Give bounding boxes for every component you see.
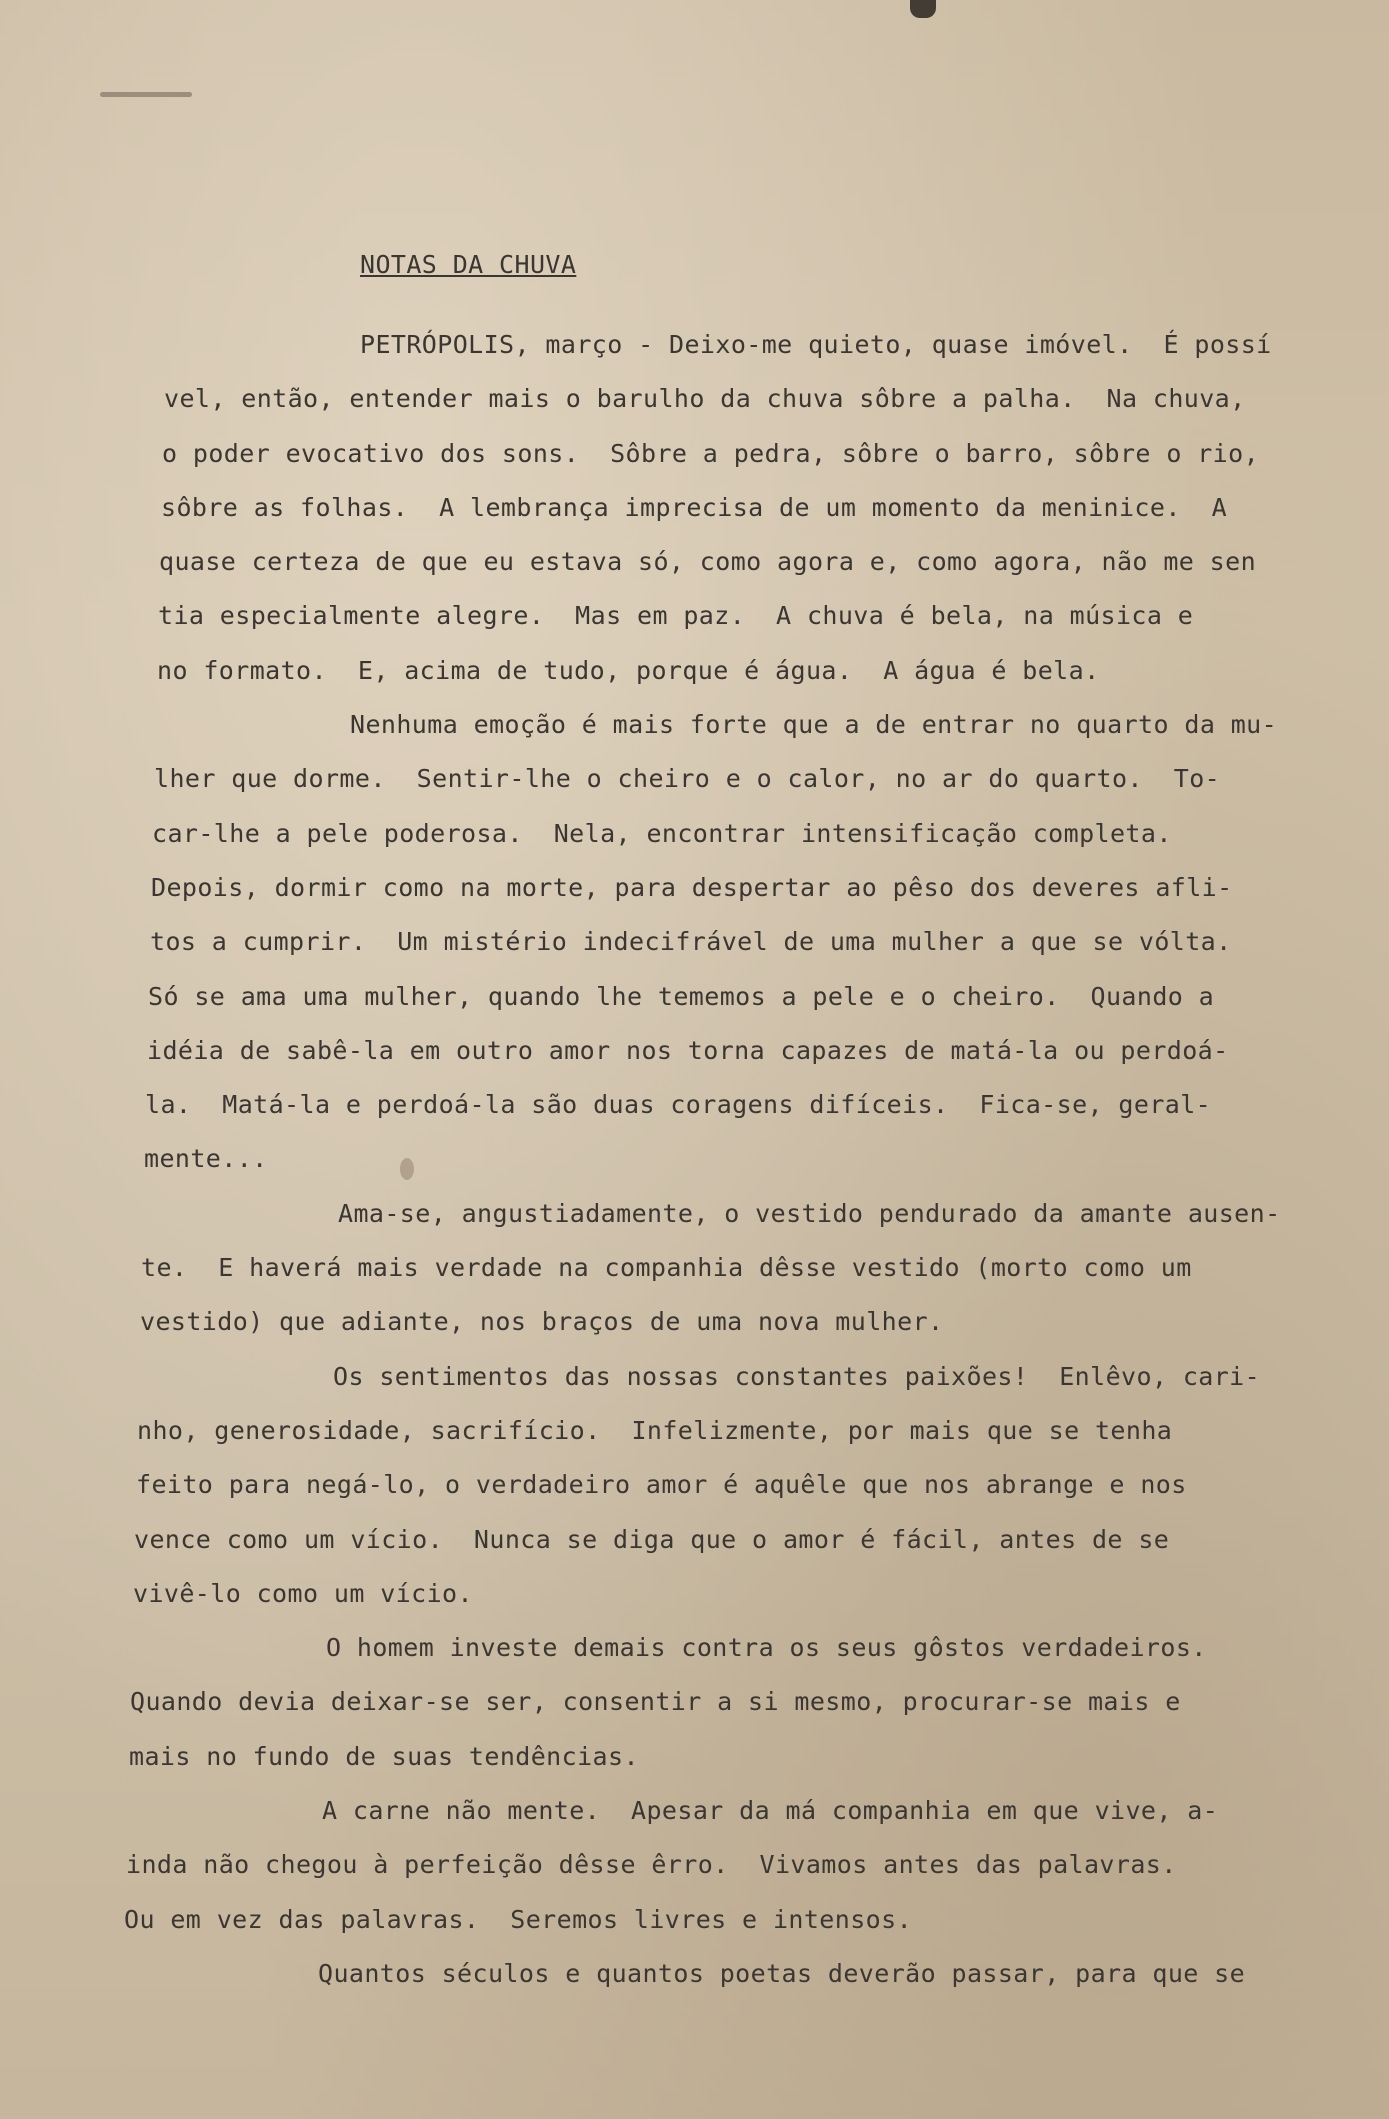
text-line: te. E haverá mais verdade na companhia dêsse vestido (morto como um xyxy=(141,1253,1192,1283)
text-line: vivê-lo como um vício. xyxy=(133,1578,473,1608)
text-line: idéia de sabê-la em outro amor nos torna capazes de matá-la ou perdoá- xyxy=(147,1035,1229,1065)
text-line: vel, então, entender mais o barulho da chuva sôbre a palha. Na chuva, xyxy=(164,384,1246,414)
text-line: lher que dorme. Sentir-lhe o cheiro e o calor, no ar do quarto. To- xyxy=(154,764,1221,794)
text-line: Nenhuma emoção é mais forte que a de entrar no quarto da mu- xyxy=(350,710,1278,740)
text-line: Quando devia deixar-se ser, consentir a si mesmo, procurar-se mais e xyxy=(130,1687,1181,1717)
ink-scribble xyxy=(100,92,192,97)
text-line: Depois, dormir como na morte, para despertar ao pêso dos deveres afli- xyxy=(151,872,1233,902)
text-line: O homem investe demais contra os seus gôstos verdadeiros. xyxy=(326,1633,1207,1663)
text-line: Ama-se, angustiadamente, o vestido pendurado da amante ausen- xyxy=(338,1198,1281,1228)
text-line: PETRÓPOLIS, março - Deixo-me quieto, quase imóvel. É possí xyxy=(360,330,1272,359)
document-title: NOTAS DA CHUVA xyxy=(360,250,577,279)
text-line: car-lhe a pele poderosa. Nela, encontrar intensificação completa. xyxy=(152,818,1172,848)
text-line: tia especialmente alegre. Mas em paz. A chuva é bela, na música e xyxy=(158,601,1194,631)
text-line: nho, generosidade, sacrifício. Infelizmente, por mais que se tenha xyxy=(137,1415,1173,1445)
text-line: feito para negá-lo, o verdadeiro amor é aquêle que nos abrange e nos xyxy=(136,1470,1187,1500)
text-line: A carne não mente. Apesar da má companhia em que vive, a- xyxy=(322,1796,1219,1826)
text-line: Os sentimentos das nossas constantes paixões! Enlêvo, cari- xyxy=(333,1361,1261,1391)
text-line: inda não chegou à perfeição dêsse êrro. Vivamos antes das palavras. xyxy=(126,1850,1177,1880)
text-line: quase certeza de que eu estava só, como agora e, como agora, não me sen xyxy=(159,547,1257,577)
text-line: vestido) que adiante, nos braços de uma nova mulher. xyxy=(140,1307,944,1337)
text-line: mais no fundo de suas tendências. xyxy=(129,1741,639,1771)
document-body xyxy=(124,318,1375,2001)
text-line: vence como um vício. Nunca se diga que o amor é fácil, antes de se xyxy=(134,1524,1170,1554)
text-line: o poder evocativo dos sons. Sôbre a pedra, sôbre o barro, sôbre o rio, xyxy=(162,438,1260,468)
text-line: Quantos séculos e quantos poetas deverão passar, para que se xyxy=(318,1958,1246,1988)
text-line: Só se ama uma mulher, quando lhe tememos a pele e o cheiro. Quando a xyxy=(148,981,1215,1011)
text-line: Ou em vez das palavras. Seremos livres e intensos. xyxy=(124,1904,913,1934)
text-line: la. Matá-la e perdoá-la são duas coragens difíceis. Fica-se, geral- xyxy=(145,1090,1212,1120)
text-line: no formato. E, acima de tudo, porque é água. A água é bela. xyxy=(157,655,1100,685)
text-line: sôbre as folhas. A lembrança imprecisa de um momento da meninice. A xyxy=(161,492,1228,522)
text-line: mente... xyxy=(144,1144,268,1174)
text-line: tos a cumprir. Um mistério indecifrável de uma mulher a que se vólta. xyxy=(150,927,1232,957)
binder-mark xyxy=(910,0,936,18)
